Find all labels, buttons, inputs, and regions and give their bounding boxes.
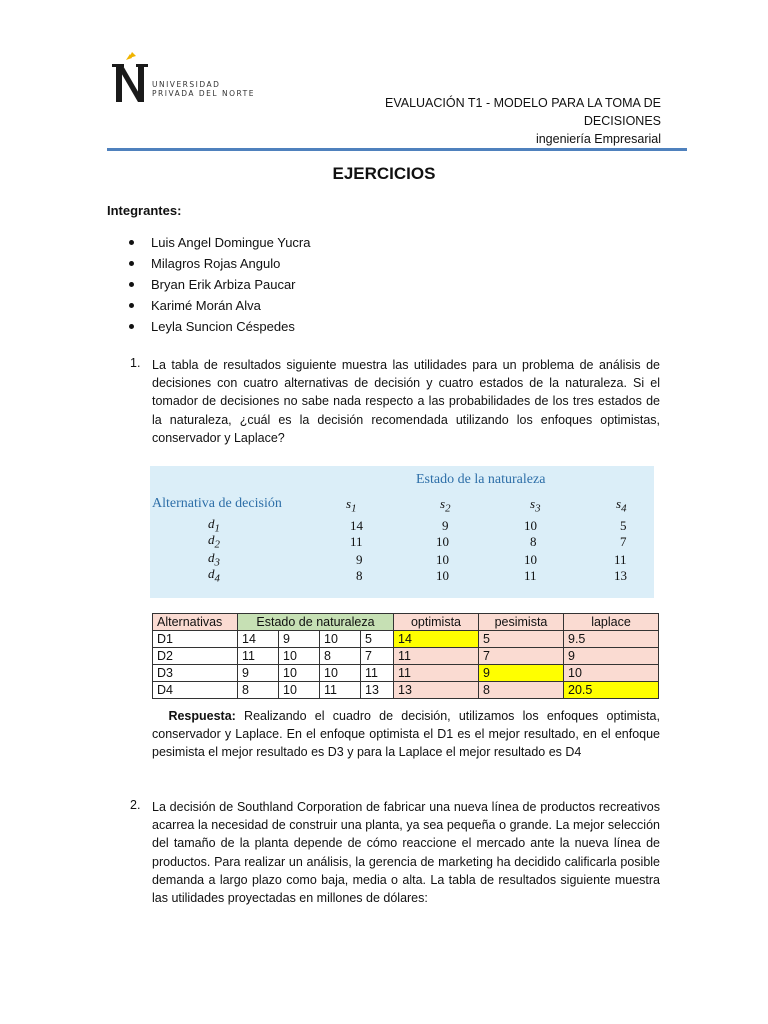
table-cell: 10 xyxy=(279,682,320,699)
table-cell: 5 xyxy=(361,631,394,648)
table-row xyxy=(153,682,659,699)
figure-state-header: Estado de la naturaleza xyxy=(416,472,546,487)
list-item xyxy=(107,253,310,274)
figure-cell: 5 xyxy=(620,518,627,533)
figure-state-s1: $s_1$ xyxy=(346,496,357,515)
figure-alt-header: Alternativa de decisión xyxy=(152,496,282,511)
figure-cell: 9 xyxy=(442,518,449,533)
list-item xyxy=(107,295,310,316)
logo-line-1: UNIVERSIDAD xyxy=(152,80,221,89)
table-cell: 9 xyxy=(564,648,659,665)
table-cell: 20.5 xyxy=(564,682,659,699)
table-header: laplace xyxy=(564,614,659,631)
header-line-1: EVALUACIÓN T1 - MODELO PARA LA TOMA DE xyxy=(384,96,661,110)
table-cell: 10 xyxy=(320,665,361,682)
table-cell: D3 xyxy=(153,665,238,682)
answer-text: Realizando el cuadro de decisión, utilizamos los enfoques optimista, conservador y Laplace. En el enfoque optimista el D1 es el mejor resultado, en el enfoque pesimista el mejor resultado es D3 y para la Laplace el mejor resultado es D4 xyxy=(152,709,660,760)
table-cell: D1 xyxy=(153,631,238,648)
payoff-figure xyxy=(150,466,654,598)
results-table xyxy=(152,613,659,699)
figure-alt-d1: $d_1$ xyxy=(208,516,220,535)
table-cell: 11 xyxy=(394,665,479,682)
header-line-2: DECISIONES xyxy=(583,114,661,128)
figure-cell: 13 xyxy=(614,568,627,583)
table-cell: 10 xyxy=(279,665,320,682)
list-item xyxy=(107,316,310,337)
members-label: Integrantes: xyxy=(107,203,182,218)
figure-state-s3: $s_3$ xyxy=(530,496,541,515)
table-cell: 9.5 xyxy=(564,631,659,648)
figure-state-s2: $s_2$ xyxy=(440,496,451,515)
question-2-text: La decisión de Southland Corporation de fabricar una nueva línea de productos recreativos acarrea la necesidad de construir una planta, ya sea pequeña o grande. La mejor selección del tamaño de la planta depende de cómo reaccione el mercado ante la nueva línea de productos. Para realizar un análisis, la gerencia de marketing ha decidido calificarla posible demanda a largo plazo como baja, media o alta. La tabla de resultados siguiente muestra las utilidades proyectadas en millones de dólares: xyxy=(152,800,660,906)
upn-logo-icon xyxy=(112,52,152,104)
list-item xyxy=(107,274,310,295)
figure-cell: 10 xyxy=(436,568,449,583)
table-cell: 14 xyxy=(238,631,279,648)
logo-text xyxy=(152,80,255,98)
list-item xyxy=(107,232,310,253)
figure-cell: 11 xyxy=(614,552,627,567)
table-cell: 9 xyxy=(479,665,564,682)
table-cell: 7 xyxy=(479,648,564,665)
document-header xyxy=(385,94,661,148)
question-2-number: 2. xyxy=(130,798,141,812)
figure-cell: 9 xyxy=(356,552,363,567)
table-cell: 8 xyxy=(479,682,564,699)
bullet-icon xyxy=(129,282,134,287)
table-cell: 9 xyxy=(238,665,279,682)
header-divider xyxy=(107,148,687,151)
table-header: pesimista xyxy=(479,614,564,631)
logo-line-2: PRIVADA DEL NORTE xyxy=(152,89,255,98)
figure-alt-d4: $d_4$ xyxy=(208,566,220,585)
bullet-icon xyxy=(129,324,134,329)
table-cell: D2 xyxy=(153,648,238,665)
table-cell: 11 xyxy=(238,648,279,665)
table-cell: 10 xyxy=(320,631,361,648)
table-cell: 7 xyxy=(361,648,394,665)
header-line-3: ingeniería Empresarial xyxy=(535,132,661,146)
figure-cell: 11 xyxy=(350,534,363,549)
figure-alt-d3: $d_3$ xyxy=(208,550,220,569)
table-row xyxy=(153,631,659,648)
figure-cell: 8 xyxy=(356,568,363,583)
figure-cell: 11 xyxy=(524,568,537,583)
university-logo xyxy=(112,52,272,104)
table-cell: 8 xyxy=(238,682,279,699)
table-header: Estado de naturaleza xyxy=(238,614,394,631)
bullet-icon xyxy=(129,303,134,308)
figure-cell: 7 xyxy=(620,534,627,549)
table-cell: 13 xyxy=(394,682,479,699)
table-cell: 11 xyxy=(361,665,394,682)
table-cell: 10 xyxy=(279,648,320,665)
table-cell: 11 xyxy=(394,648,479,665)
table-header-row xyxy=(153,614,659,631)
table-row xyxy=(153,665,659,682)
table-cell: 8 xyxy=(320,648,361,665)
member-name: Luis Angel Domingue Yucra xyxy=(151,235,311,250)
figure-cell: 10 xyxy=(436,534,449,549)
member-name: Leyla Suncion Céspedes xyxy=(151,319,295,334)
figure-cell: 8 xyxy=(530,534,537,549)
answer-paragraph xyxy=(152,707,660,762)
member-name: Karimé Morán Alva xyxy=(151,298,261,313)
bullet-icon xyxy=(129,240,134,245)
table-cell: 5 xyxy=(479,631,564,648)
figure-cell: 14 xyxy=(350,518,363,533)
figure-state-s4: $s_4$ xyxy=(616,496,627,515)
figure-cell: 10 xyxy=(524,552,537,567)
page-title: EJERCICIOS xyxy=(332,164,436,183)
table-cell: 14 xyxy=(394,631,479,648)
table-cell: D4 xyxy=(153,682,238,699)
table-cell: 9 xyxy=(279,631,320,648)
table-header: optimista xyxy=(394,614,479,631)
table-header: Alternativas xyxy=(153,614,238,631)
figure-cell: 10 xyxy=(524,518,537,533)
table-row xyxy=(153,648,659,665)
table-cell: 11 xyxy=(320,682,361,699)
bullet-icon xyxy=(129,261,134,266)
table-cell: 10 xyxy=(564,665,659,682)
answer-label: Respuesta: xyxy=(168,709,236,723)
members-list xyxy=(107,232,310,337)
figure-cell: 10 xyxy=(436,552,449,567)
member-name: Milagros Rojas Angulo xyxy=(151,256,281,271)
figure-alt-d2: $d_2$ xyxy=(208,532,220,551)
table-cell: 13 xyxy=(361,682,394,699)
member-name: Bryan Erik Arbiza Paucar xyxy=(151,277,296,292)
question-1-text: La tabla de resultados siguiente muestra las utilidades para un problema de análisis de decisiones con cuatro alternativas de decisión y cuatro estados de la naturaleza. Si el tomador de decisiones no sabe nada respecto a las probabilidades de los tres estados de la naturaleza, ¿cuál es la decisión recomendada utilizando los enfoques optimistas, conservador y Laplace? xyxy=(152,358,660,445)
question-1-number: 1. xyxy=(130,356,141,370)
